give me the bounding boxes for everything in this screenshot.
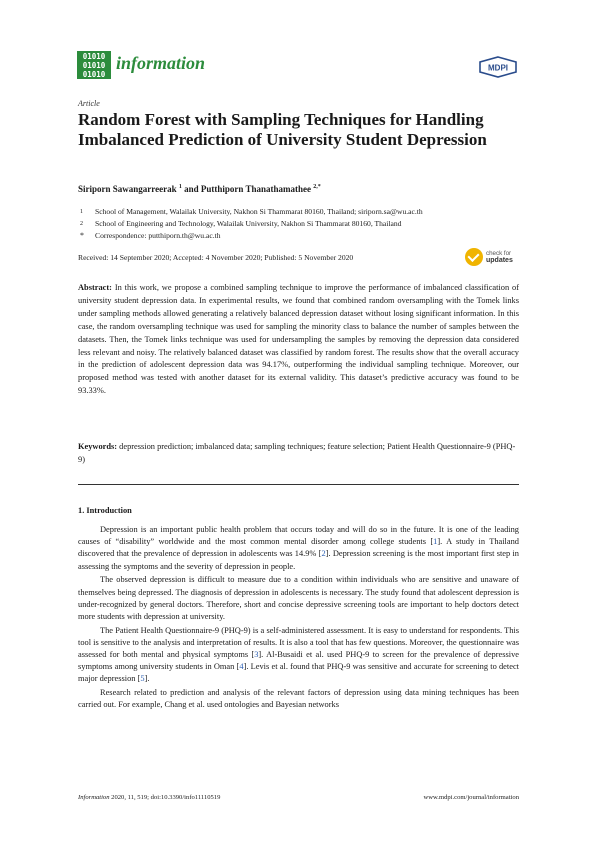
logo-line: 01010 — [82, 70, 106, 79]
check-updates-label — [486, 250, 513, 264]
affiliations — [78, 206, 528, 242]
logo-line: 01010 — [82, 61, 106, 70]
affiliation-text: School of Management, Walailak University, Nakhon Si Thammarat 80160, Thailand; siriporn.sa@wu.ac.th — [95, 207, 423, 216]
affiliation-text: School of Engineering and Technology, Walailak University, Nakhon Si Thammarat 80160, Thailand — [95, 219, 402, 228]
check-for-updates-button[interactable] — [465, 247, 523, 267]
mdpi-logo-text: MDPI — [488, 63, 508, 73]
text-run: ]. Al-Busaidi et al. used PHQ-9 to screen for the prevalence of depressive symptoms among university students in Oman [ — [78, 650, 519, 672]
keywords-text: depression prediction; imbalanced data; sampling techniques; feature selection; Patient Health Questionnaire-9 (PHQ-9) — [78, 442, 516, 464]
mdpi-logo-icon — [478, 56, 518, 78]
author-affil-mark: 1 — [178, 184, 182, 190]
abstract-text: In this work, we propose a combined sampling technique to improve the performance of imbalanced classification of university student depression data. In experimental results, we found that combined random oversampling with the Tomek links under sampling methods allowed generating a relatively balanced depression dataset without losing significant information. In this case, the random oversampling technique was used for sampling the minority class to balance the number of samples between the datasets. Then, the Tomek links technique was used for undersampling the samples by removing the depression data considered less relevant and noisy. The relatively balanced dataset was classified by random forest. The results show that the overall accuracy in the prediction of adolescent depression data was 94.17%, outperforming the individual sampling technique. Moreover, our proposed method was tested with another dataset for its external validity. This dataset’s predictive accuracy was found to be 93.33%. — [78, 283, 519, 396]
publication-dates: Received: 14 September 2020; Accepted: 4 November 2020; Published: 5 November 2020 — [78, 253, 354, 262]
abstract-label: Abstract: — [78, 283, 112, 292]
affiliation-mark: 2 — [80, 221, 83, 227]
affiliation-mark: 1 — [80, 209, 83, 215]
paper-title: Random Forest with Sampling Techniques for Handling Imbalanced Prediction of University Student Depression — [78, 110, 487, 149]
abstract — [78, 282, 519, 398]
text-run: The Patient Health Questionnaire-9 (PHQ-9) is a self-administered assessment. It is easy to understand for respondents. This tool is sensitive to the analysis and interpretation of results. It is also a tool that has few questions. Moreover, the questionnaire was assessed for both mental and physical symptoms [ — [78, 625, 519, 660]
section-heading: 1. Introduction — [78, 506, 132, 515]
section-body — [78, 524, 519, 713]
footer-url[interactable]: www.mdpi.com/journal/information — [423, 794, 519, 801]
affiliation-item — [78, 230, 528, 242]
checkmark-icon — [465, 248, 483, 266]
journal-logo-icon — [77, 51, 111, 79]
affiliation-item — [78, 206, 528, 218]
author-connector: and — [181, 184, 201, 194]
correspondence-text: Correspondence: putthiporn.th@wu.ac.th — [95, 231, 221, 240]
text-run: ]. Levis et al. found that PHQ-9 was sensitive and accurate for screening to detect major depression [ — [78, 662, 519, 684]
keywords-label: Keywords: — [78, 442, 118, 451]
check-updates-line2: updates — [486, 257, 513, 264]
author-list — [78, 184, 321, 194]
section-divider — [78, 484, 519, 485]
citation-link[interactable]: 5 — [140, 674, 145, 684]
paragraph: Research related to prediction and analysis of the relevant factors of depression using data mining techniques has been carried out. For example, Chang et al. used ontologies and Bayesian networks — [78, 688, 519, 710]
footer-citation — [78, 794, 220, 801]
check-updates-line1: check for — [486, 250, 512, 257]
citation-link[interactable]: 3 — [254, 650, 259, 660]
paragraph: The observed depression is difficult to measure due to a condition within individuals who are sensitive and unaware of themselves being depressed. The diagnosis of depression in adolescents is necessary. The study found that adolescent depression is under-recognized by general doctors. Therefore, short and concise depressive screening tools are important to help doctors detect more students with depression at university. — [78, 575, 519, 621]
citation-link[interactable]: 1 — [433, 537, 438, 547]
citation-link[interactable]: 2 — [321, 549, 326, 559]
logo-line: 01010 — [82, 52, 106, 61]
text-run: Depression is an important public health problem that occurs today and will do so in the future. It is one of the leading causes of “disability” worldwide and the most common mental disorder among college students [ — [78, 525, 519, 547]
paragraph — [78, 625, 519, 686]
keywords — [78, 441, 519, 467]
citation-link[interactable]: 4 — [239, 662, 244, 672]
paragraph — [78, 524, 519, 573]
author-name: Siriporn Sawangarreerak — [78, 184, 177, 194]
article-type: Article — [78, 99, 100, 108]
text-run: ]. A study in Thailand discovered that the prevalence of depression in adolescents was 14.9% [ — [78, 537, 519, 559]
author-name: Putthiporn Thanathamathee — [200, 184, 311, 194]
journal-name: information — [116, 53, 206, 73]
text-run: ]. Depression screening is the most important first step in assessing the symptoms and the severity of depression in people. — [78, 549, 519, 571]
author-affil-mark: 2,* — [313, 184, 321, 190]
text-run: ]. — [144, 674, 150, 684]
footer-citation-text: 2020, 11, 519; doi:10.3390/info11110519 — [109, 794, 221, 801]
footer-journal: Information — [78, 794, 110, 801]
affiliation-item — [78, 218, 528, 230]
affiliation-mark: * — [80, 231, 84, 240]
